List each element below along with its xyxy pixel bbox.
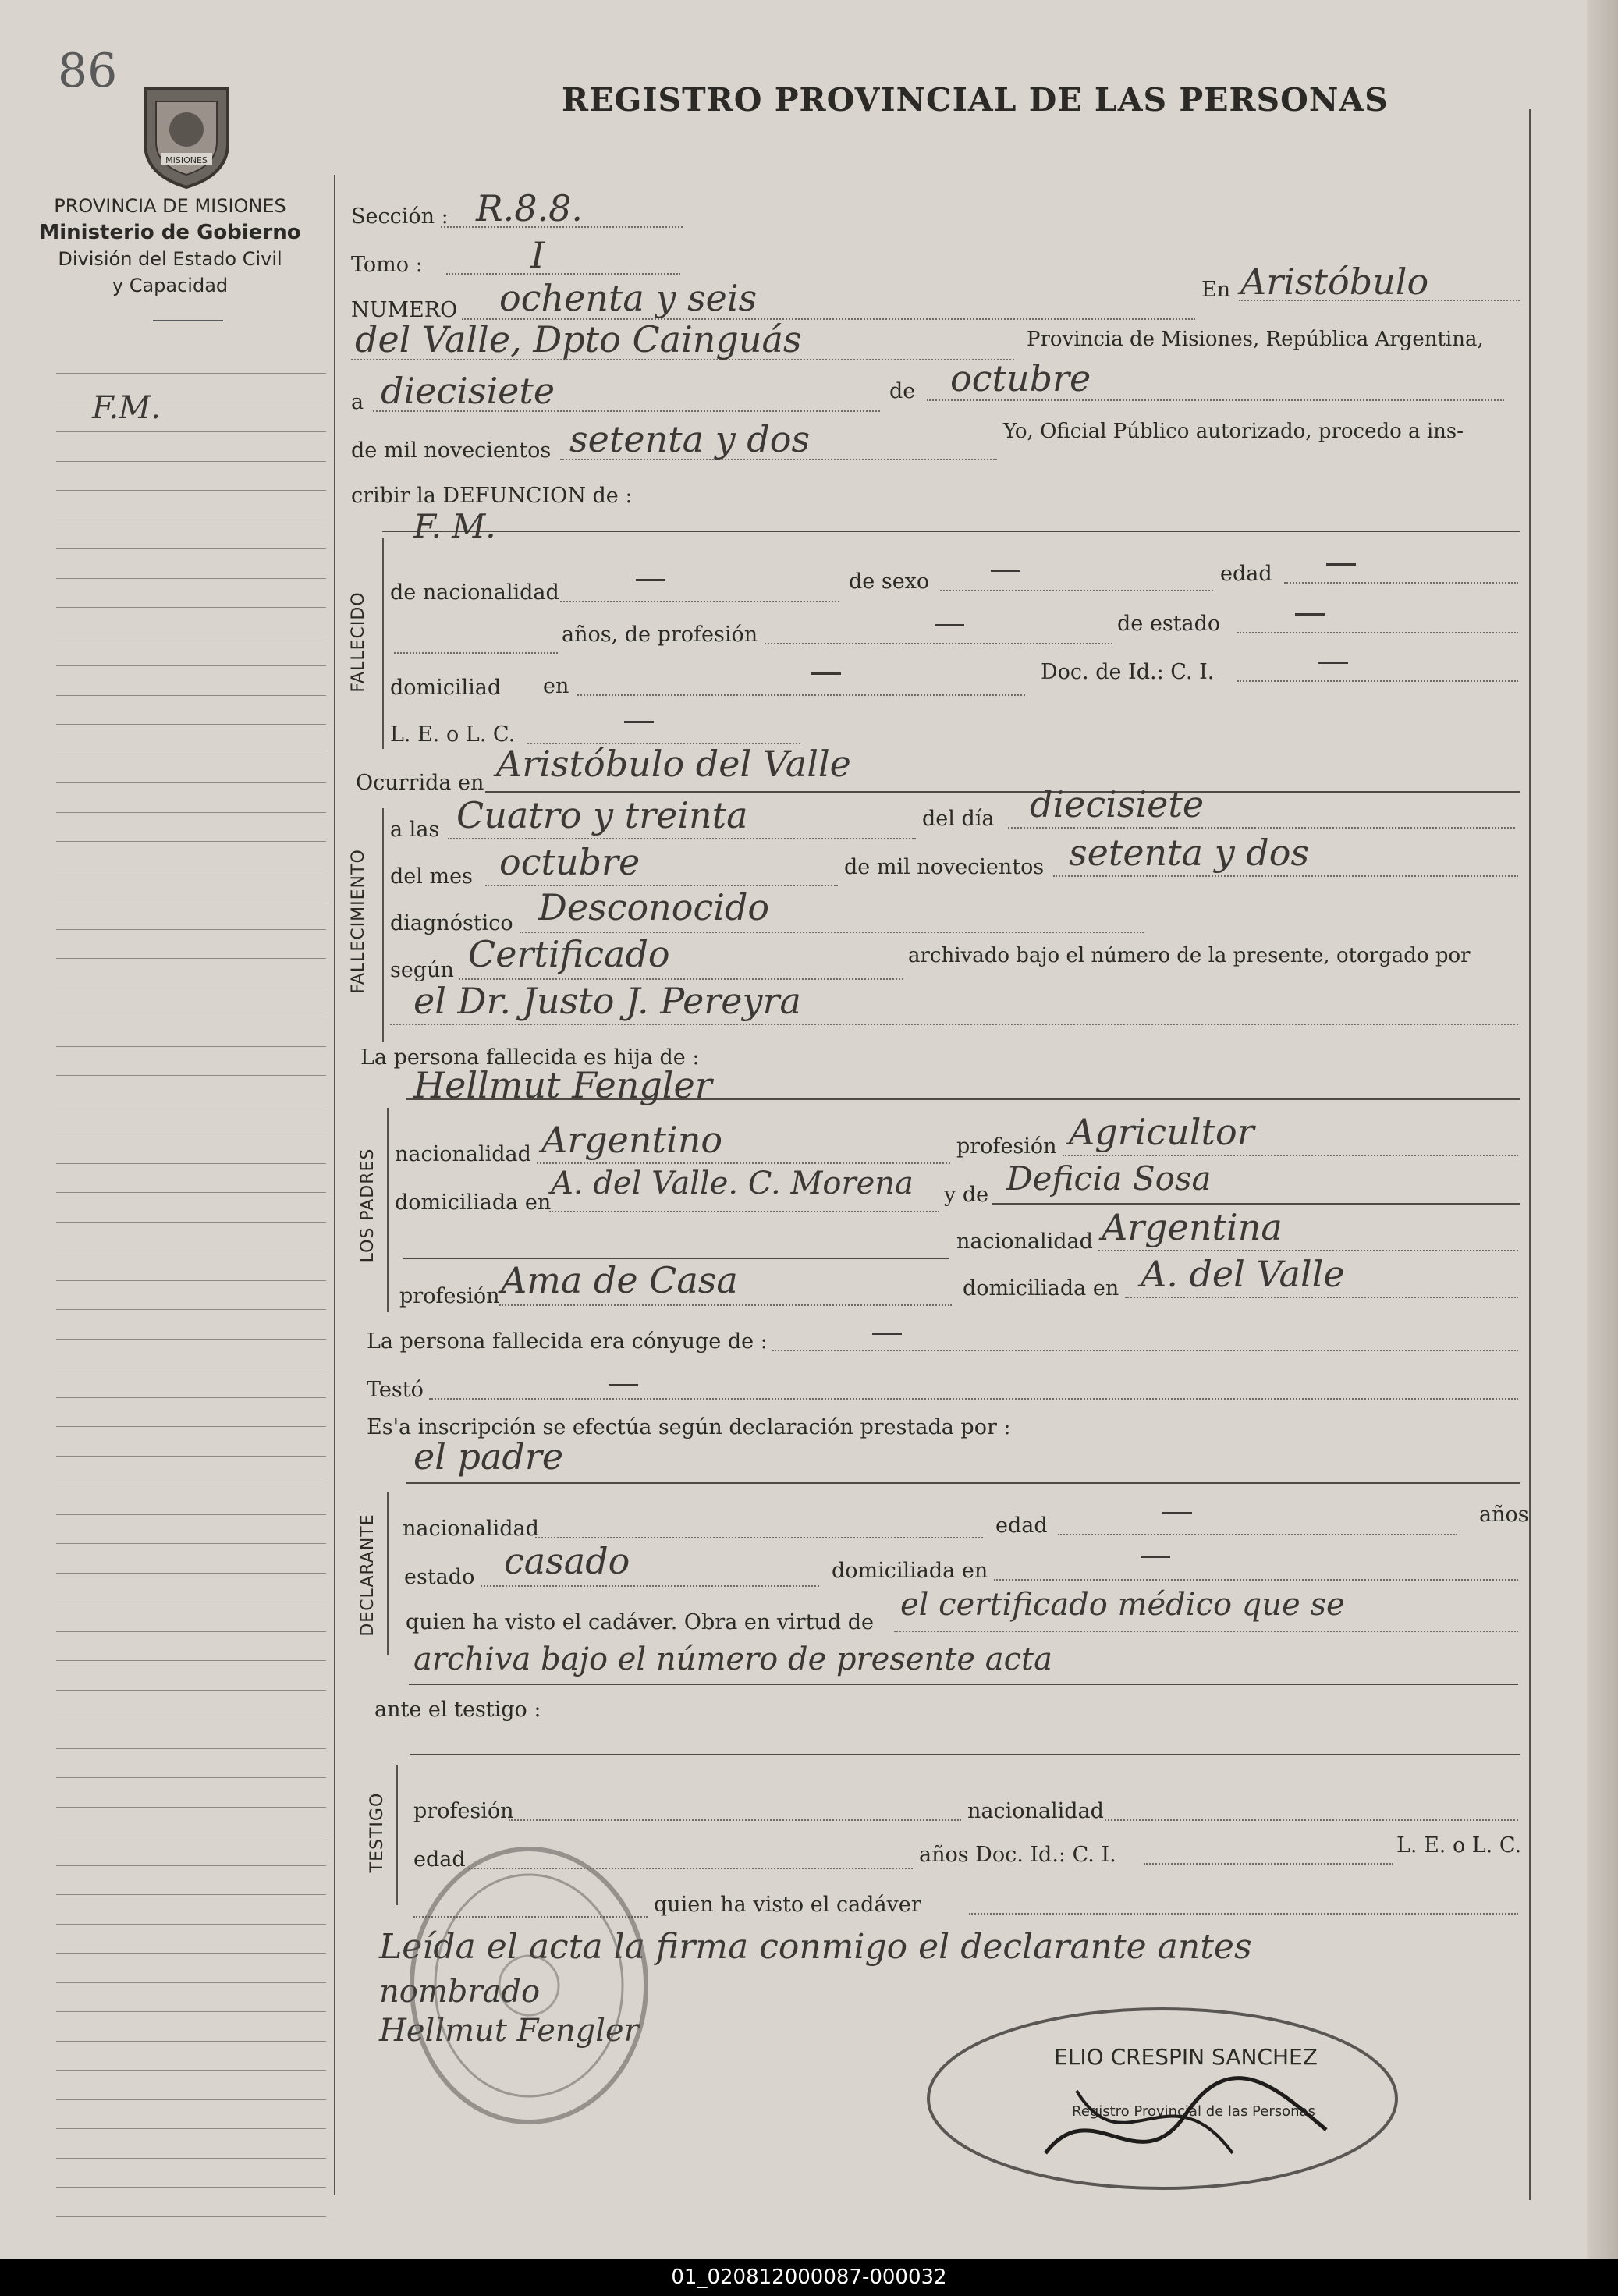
alas-label: a las (390, 818, 440, 842)
margin-rule-line (56, 2011, 326, 2012)
delmes-label: del mes (390, 864, 473, 889)
margin-rule-line (56, 2187, 326, 2188)
page-edge (1587, 0, 1618, 2259)
seccion-value: R.8.8. (476, 187, 584, 229)
prof-madre-value: Ama de Casa (501, 1259, 738, 1301)
padre-value: Hellmut Fengler (413, 1064, 712, 1106)
docid-line (1237, 680, 1518, 682)
dom-d-line (994, 1579, 1518, 1581)
obra-value: el certificado médico que se (900, 1587, 1345, 1623)
nombre-value: F. M. (413, 507, 496, 545)
margin-rule-line (56, 2128, 326, 2129)
mes-line (927, 399, 1504, 401)
province-label: PROVINCIA DE MISIONES (54, 195, 286, 217)
margin-rule-line (56, 1748, 326, 1749)
profesion-line (765, 643, 1112, 644)
nac-d-line (535, 1537, 983, 1538)
page-number: 86 (58, 44, 118, 98)
hora-line (448, 838, 916, 839)
margin-rule-line (56, 2158, 326, 2159)
le-label: L. E. o L. C. (390, 722, 516, 747)
nac-padre-value: Argentino (541, 1119, 723, 1161)
margin-rule-line (56, 665, 326, 666)
declarant-signature: Hellmut Fengler (379, 2013, 639, 2049)
dom-padre-label: domiciliada en (395, 1191, 552, 1215)
ocurrida-value: Aristóbulo del Valle (496, 743, 851, 785)
padres-bracket (387, 1108, 389, 1312)
diag-value: Desconocido (538, 886, 770, 928)
dia-f-value: diecisiete (1030, 783, 1205, 825)
de-label: de (889, 379, 916, 403)
margin-rule-line (56, 1280, 326, 1281)
tomo-value: I (530, 234, 545, 276)
conyuge-label: La persona fallecida era cónyuge de : (367, 1329, 768, 1354)
domiciliad-label: domiciliad (390, 676, 502, 700)
official-signature-stamp (921, 1997, 1404, 2208)
margin-rule-line (56, 812, 326, 813)
domicilio-dash (811, 672, 841, 675)
edad-label: edad (1220, 562, 1272, 586)
ocurrida-line (485, 791, 1520, 793)
margin-rule-line (56, 1543, 326, 1544)
segun-label: según (390, 958, 454, 982)
obra2-value: archiva bajo el número de presente acta (413, 1641, 1052, 1677)
mes-value: octubre (950, 357, 1091, 399)
declarante-line (406, 1482, 1520, 1484)
declarante-section-label: DECLARANTE (358, 1514, 378, 1637)
provincia-label: Provincia de Misiones, República Argentina, (1027, 328, 1484, 351)
prof-t-line (509, 1819, 961, 1821)
medico-value: el Dr. Justo J. Pereyra (413, 980, 801, 1022)
edad-d-dash (1162, 1512, 1192, 1514)
province-crest-icon (137, 81, 236, 190)
estado-label: de estado (1117, 612, 1221, 636)
anio-f-value: setenta y dos (1069, 832, 1310, 874)
domicilio-line (577, 694, 1025, 696)
medico-line (390, 1024, 1518, 1025)
margin-rule-line (56, 1222, 326, 1223)
margin-rule-line (56, 1573, 326, 1574)
docid-dash (1318, 662, 1348, 664)
anio-value: setenta y dos (569, 418, 811, 460)
hora-value: Cuatro y treinta (456, 794, 748, 836)
testo-label: Testó (367, 1378, 424, 1402)
anos-prof-label: años, de profesión (562, 623, 758, 647)
segun-value: Certificado (468, 933, 670, 975)
seccion-label: Sección : (351, 204, 449, 229)
obra2-line (409, 1684, 1518, 1685)
margin-rule-line (56, 1339, 326, 1340)
estado-d-line (481, 1585, 819, 1587)
margin-rule-line (56, 490, 326, 491)
anos-d-label: años (1479, 1503, 1529, 1527)
nac-padre-label: nacionalidad (395, 1142, 531, 1166)
margin-rule-line (56, 1865, 326, 1866)
quien-t-label: quien ha visto el cadáver (654, 1893, 921, 1917)
margin-rule-line (56, 1192, 326, 1193)
prof-madre-line (499, 1304, 952, 1306)
margin-rule-line (56, 1163, 326, 1164)
sexo-label: de sexo (849, 570, 930, 594)
declarante-bracket (387, 1492, 389, 1655)
margin-rule-line (56, 1397, 326, 1398)
en2-label: en (543, 674, 569, 698)
margin-rule-line (56, 1660, 326, 1661)
testigo-line (410, 1754, 1520, 1755)
hija-label: La persona fallecida es hija de : (360, 1045, 700, 1070)
madre-line (992, 1203, 1520, 1205)
document-title: REGISTRO PROVINCIAL DE LAS PERSONAS (562, 81, 1389, 119)
fallecido-section-label: FALLECIDO (349, 591, 368, 693)
ministry-label: Ministerio de Gobierno (39, 221, 301, 244)
margin-rule-line (56, 373, 326, 374)
right-vertical-rule (1529, 109, 1531, 2200)
quien-label: quien ha visto el cadáver. Obra en virtud de (406, 1610, 875, 1634)
margin-rule-line (56, 1807, 326, 1808)
margin-rule-line (56, 695, 326, 696)
estado-d-value: casado (504, 1540, 630, 1582)
a-label: a (351, 390, 364, 414)
estado-d-label: estado (404, 1565, 475, 1589)
testo-line (429, 1398, 1518, 1400)
fallecido-bracket (382, 538, 384, 749)
dom-madre-value: A. del Valle (1141, 1253, 1345, 1295)
margin-rule-line (56, 1924, 326, 1925)
margin-rule-line (56, 1953, 326, 1954)
tomo-label: Tomo : (351, 253, 423, 277)
demil-label: de mil novecientos (844, 855, 1045, 879)
dom-padre-value: A. del Valle. C. Morena (551, 1166, 914, 1201)
margin-rule-line (56, 1982, 326, 1983)
sexo-dash (991, 570, 1020, 572)
fallecimiento-bracket (382, 808, 384, 1042)
header-rule (153, 320, 223, 321)
edad-d-line (1058, 1534, 1457, 1535)
margin-rule-line (56, 2041, 326, 2042)
margin-rule-line (56, 1514, 326, 1515)
lugar-value: del Valle, Dpto Cainguás (355, 318, 802, 360)
edad-line (1284, 582, 1518, 584)
margin-rule-line (56, 548, 326, 549)
anio-f-line (1053, 875, 1518, 877)
padres-section-label: LOS PADRES (358, 1148, 378, 1263)
dia-value: diecisiete (381, 370, 555, 412)
prof-padre-line (1063, 1155, 1518, 1156)
mil-label: de mil novecientos (351, 438, 552, 463)
testigo-section-label: TESTIGO (367, 1792, 387, 1873)
nac-madre-line (1098, 1250, 1518, 1251)
margin-rule-line (56, 1690, 326, 1691)
nacionalidad-line (560, 601, 839, 602)
margin-rule-line (56, 1075, 326, 1076)
footer-image-id: 01_020812000087-000032 (0, 2259, 1618, 2296)
nac-padre-line (537, 1162, 950, 1164)
nac-t-line (1105, 1819, 1518, 1821)
closing-note: Leída el acta la firma conmigo el declarante antes (379, 1927, 1252, 1967)
official-role: Registro Provincial de las Personas (1072, 2103, 1315, 2120)
le-t-label: L. E. o L. C. (1396, 1833, 1522, 1858)
declarante-value: el padre (413, 1435, 564, 1478)
margin-rule-line (56, 461, 326, 462)
margin-rule-line (56, 841, 326, 842)
cribir-label: cribir la DEFUNCION de : (351, 484, 633, 508)
margin-rule-line (56, 782, 326, 783)
docid-t-line (1144, 1863, 1393, 1865)
closing-note-2: nombrado (379, 1974, 541, 2010)
margin-rule-line (56, 1456, 326, 1457)
conyuge-line (772, 1350, 1518, 1351)
capacity-label: y Capacidad (112, 275, 229, 296)
deldia-label: del día (922, 807, 995, 831)
anos-line (394, 652, 558, 654)
nac-t-label: nacionalidad (967, 1799, 1104, 1823)
inscripcion-label: Es'a inscripción se efectúa según declaración prestada por : (367, 1415, 1011, 1439)
estado-line (1237, 632, 1518, 633)
sexo-line (940, 590, 1213, 591)
official-name: ELIO CRESPIN SANCHEZ (1054, 2044, 1318, 2070)
margin-rule-line (56, 578, 326, 579)
dom-d-dash (1141, 1556, 1170, 1558)
diag-label: diagnóstico (390, 911, 513, 935)
tomo-line (446, 273, 680, 275)
docid-label: Doc. de Id.: C. I. (1041, 660, 1215, 684)
margin-rule-line (56, 1631, 326, 1632)
margin-rule-line (56, 2070, 326, 2071)
ante-label: ante el testigo : (374, 1698, 541, 1722)
dia-f-line (1008, 827, 1515, 829)
margin-rule-line (56, 929, 326, 930)
margin-rule-line (56, 958, 326, 959)
yo-label: Yo, Oficial Público autorizado, procedo a ins- (1003, 420, 1464, 443)
prof-t-label: profesión (413, 1799, 514, 1823)
crest-label: MISIONES (165, 155, 208, 165)
margin-rule-line (56, 1309, 326, 1310)
testo-dash (609, 1384, 638, 1386)
yde-label: y de (944, 1183, 989, 1207)
en-label: En (1201, 278, 1231, 302)
nac-madre-value: Argentina (1102, 1206, 1283, 1248)
quien-t-line (969, 1913, 1518, 1915)
numero-value: ochenta y seis (499, 277, 758, 319)
anosdoc-label: años Doc. Id.: C. I. (919, 1843, 1116, 1867)
margin-rule-line (56, 2216, 326, 2217)
fallecido-top-rule (382, 531, 1520, 532)
mes-f-value: octubre (499, 841, 640, 883)
dom-madre-label: domiciliada en (963, 1276, 1119, 1301)
nacionalidad-dash (636, 579, 665, 581)
nac-d-label: nacionalidad (403, 1517, 539, 1541)
numero-label: NUMERO (351, 298, 458, 322)
margin-rule-line (56, 724, 326, 725)
nac-madre-label: nacionalidad (956, 1230, 1093, 1254)
edad-t-label: edad (413, 1847, 466, 1872)
conyuge-dash (872, 1333, 902, 1335)
ocurrida-label: Ocurrida en (356, 771, 484, 795)
round-seal-stamp-icon (404, 1841, 654, 2130)
margin-rule-line (56, 1426, 326, 1427)
dom-d-label: domiciliada en (832, 1559, 988, 1583)
margin-rule-line (56, 607, 326, 608)
margin-rule-line (56, 1777, 326, 1778)
margin-rule-line (56, 1894, 326, 1895)
prof-padre-value: Agricultor (1069, 1111, 1254, 1153)
obra-line (894, 1631, 1518, 1632)
margin-rule-line (56, 431, 326, 432)
division-label: División del Estado Civil (58, 248, 282, 270)
estado-dash (1295, 613, 1325, 616)
margin-note: F.M. (92, 390, 161, 426)
margin-vertical-rule (334, 175, 335, 2195)
en-value: Aristóbulo (1240, 261, 1429, 303)
testigo-bracket (396, 1765, 398, 1905)
edad-d-label: edad (995, 1514, 1048, 1538)
dom-padre-line (549, 1211, 939, 1212)
le-dash (624, 721, 654, 723)
margin-rule-line (56, 1046, 326, 1047)
archivado-label: archivado bajo el número de la presente, otorgado por (908, 944, 1471, 967)
prof-madre-label: profesión (399, 1284, 500, 1308)
prof-padre-label: profesión (956, 1134, 1057, 1159)
edad-dash (1326, 563, 1356, 566)
margin-rule-line (56, 2099, 326, 2100)
madre-value: Deficia Sosa (1006, 1159, 1212, 1198)
dom-madre-line (1125, 1297, 1518, 1298)
profesion-dash (935, 624, 964, 626)
nacionalidad-label: de nacionalidad (390, 580, 559, 605)
fallecimiento-section-label: FALLECIMIENTO (349, 849, 368, 994)
